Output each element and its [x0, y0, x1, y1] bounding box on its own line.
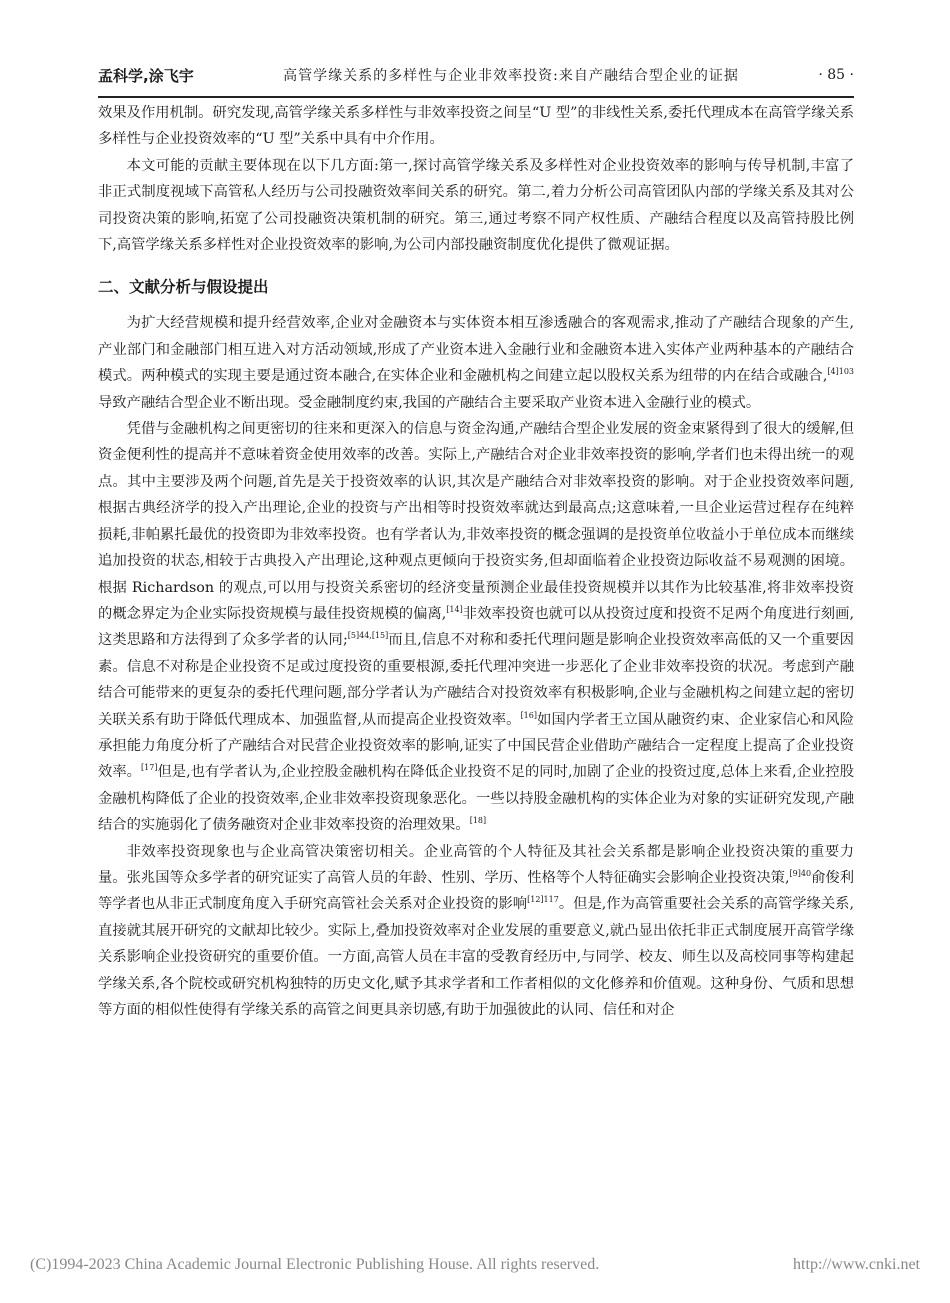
- header-page-number: · 85 ·: [818, 67, 854, 83]
- header-article-title: 高管学缘关系的多样性与企业非效率投资:来自产融结合型企业的证据: [283, 68, 739, 84]
- body-paragraph: 效果及作用机制。研究发现,高管学缘关系多样性与非效率投资之间呈“U 型”的非线性关系,委托代理成本在高管学缘关系多样性与企业投资效率的“U 型”关系中具有中介作用。: [98, 105, 854, 148]
- citation-marker: [9]40: [789, 868, 812, 878]
- running-header: [98, 60, 854, 90]
- citation-marker: [17]: [141, 763, 158, 773]
- footer-copyright: (C)1994-2023 China Academic Journal Electronic Publishing House. All rights reserved.: [30, 1256, 600, 1273]
- citation-marker: [14]: [446, 604, 463, 614]
- header-authors: 孟科学,涂飞宇: [98, 66, 194, 85]
- citation-marker: [4]103: [827, 367, 854, 377]
- header-rule: [98, 96, 854, 98]
- citation-marker: [16]: [520, 710, 537, 720]
- body-paragraph: 为扩大经营规模和提升经营效率,企业对金融资本与实体资本相互渗透融合的客观需求,推动了产融结合现象的产生,产业部门和金融部门相互进入对方活动领域,形成了产业资本进入金融行业和金融资本进入实体产业两种基本的产融结合模式。两种模式的实现主要是通过资本融合,在实体企业和金融机构之间建立起以股权关系为纽带的内在结合或融合,$^{[4]103}$导致产融结合型企业不断出现。受金融制度约束,我国的产融结合主要采取产业资本进入金融行业的模式。: [98, 315, 854, 411]
- body-paragraph: 本文可能的贡献主要体现在以下几方面:第一,探讨高管学缘关系及多样性对企业投资效率的影响与传导机制,丰富了非正式制度视域下高管私人经历与公司投融资效率间关系的研究。第二,着力分析公司高管团队内部的学缘关系及其对公司投资决策的影响,拓宽了公司投融资决策机制的研究。第三,通过考察不同产权性质、产融结合程度以及高管持股比例下,高管学缘关系多样性对企业投资效率的影响,为公司内部投融资制度优化提供了微观证据。: [98, 157, 854, 254]
- citation-marker: [12]117: [527, 895, 559, 905]
- article-body: [98, 100, 854, 1023]
- citation-marker: [18]: [469, 816, 487, 826]
- body-paragraph: 凭借与金融机构之间更密切的往来和更深入的信息与资金沟通,产融结合型企业发展的资金束紧得到了很大的缓解,但资金便利性的提高并不意味着资金使用效率的改善。实际上,产融结合对企业非效率投资的影响,学者们也未得出统一的观点。其中主要涉及两个问题,首先是关于投资效率的认识,其次是产融结合对非效率投资的影响。对于企业投资效率问题,根据古典经济学的投入产出理论,企业的投资与产出相等时投资效率就达到最高点;这意味着,一旦企业运营过程存在纯粹损耗,非帕累托最优的投资即为非效率投资。也有学者认为,非效率投资的概念强调的是投资单位收益小于单位成本而继续追加投资的状态,相较于古典投入产出理论,这种观点更倾向于投资实务,但却面临着企业投资边际收益不易观测的困境。根据 Richardson 的观点,可以用与投资关系密切的经济变量预测企业最佳投资规模并以其作为比较基准,将非效率投资的概念界定为企业实际投资规模与最佳投资规模的偏离,[14]非效率投资也就可以从投资过度和投资不足两个角度进行刻画,这类思路和方法得到了众多学者的认同;[5]44,[15]而且,信息不对称和委托代理问题是影响企业投资效率高低的又一个重要因素。信息不对称是企业投资不足或过度投资的重要根源,委托代理冲突进一步恶化了企业非效率投资的状况。考虑到产融结合可能带来的更复杂的委托代理问题,部分学者认为产融结合对投资效率有积极影响,企业与金融机构之间建立起的密切关联关系有助于降低代理成本、加强监督,从而提高企业投资效率。[16]如国内学者王立国从融资约束、企业家信心和风险承担能力角度分析了产融结合对民营企业投资效率的影响,证实了中国民营企业借助产融结合一定程度上提高了企业投资效率。[17]但是,也有学者认为,企业控股金融机构在降低企业投资不足的同时,加剧了企业的投资过度,总体上来看,企业控股金融机构降低了企业的投资效率,企业非效率投资现象恶化。一些以持股金融机构的实体企业为对象的实证研究发现,产融结合的实施弱化了债务融资对企业非效率投资的治理效果。[18]: [98, 421, 855, 834]
- section-heading: 二、文献分析与假设提出: [98, 278, 269, 297]
- page-footer: [30, 1256, 920, 1274]
- citation-marker: [5]44,[15]: [347, 631, 389, 641]
- body-paragraph: 非效率投资现象也与企业高管决策密切相关。企业高管的个人特征及其社会关系都是影响企业投资决策的重要力量。张兆国等众多学者的研究证实了高管人员的年龄、性别、学历、性格等个人特征确实会影响企业投资决策,$^{[9]40}$俞俊利等学者也从非正式制度角度入手研究高管社会关系对企业投资的影响$^{[12]117}$。但是,作为高管重要社会关系的高管学缘关系,直接就其展开研究的文献却比较少。实际上,叠加投资效率对企业发展的重要意义,就凸显出依托非正式制度展开高管学缘关系影响企业投资研究的重要价值。一方面,高管人员在丰富的受教育经历中,与同学、校友、师生以及高校同事等构建起学缘关系,各个院校或研究机构独特的历史文化,赋予其求学者和工作者相似的文化修养和价值观。这种身份、气质和思想等方面的相似性使得有学缘关系的高管之间更具亲切感,有助于加强彼此的认同、信任和对企: [98, 843, 855, 1018]
- footer-url: http://www.cnki.net: [793, 1256, 920, 1273]
